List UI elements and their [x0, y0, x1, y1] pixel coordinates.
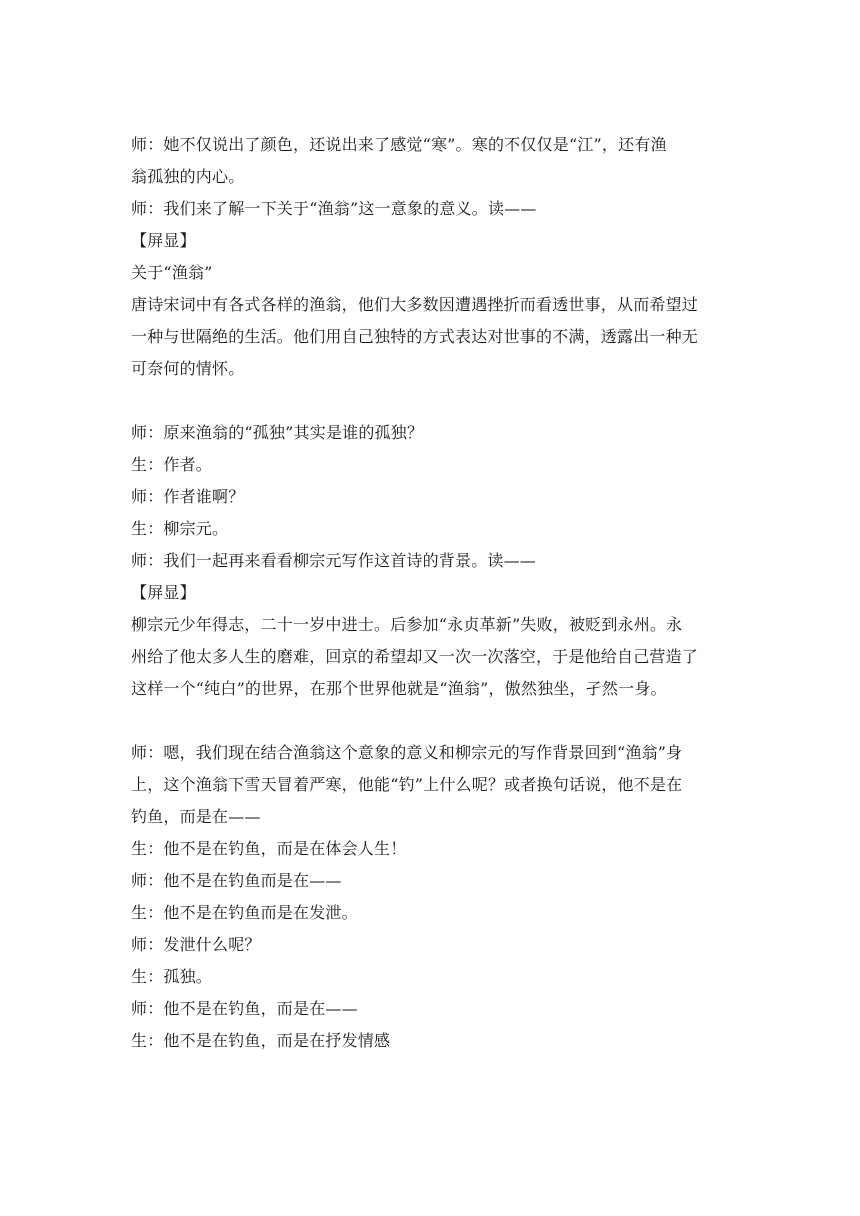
text-line: 生：他不是在钓鱼而是在发泄。: [131, 903, 358, 922]
text-line: 师：我们来了解一下关于“渔翁”这一意象的意义。读——: [131, 199, 537, 218]
text-line: 师：原来渔翁的“孤独”其实是谁的孤独？: [131, 423, 424, 442]
text-line: 【屏显】: [131, 583, 196, 602]
blank-line: [131, 705, 734, 737]
text-line: 钓鱼，而是在——: [131, 807, 261, 826]
text-line: 生：他不是在钓鱼，而是在抒发情感: [131, 1031, 391, 1050]
text-line: 师：作者谁啊？: [131, 487, 245, 506]
text-line: 生：作者。: [131, 455, 213, 474]
text-line: 生：孤独。: [131, 967, 213, 986]
text-line: 生：柳宗元。: [131, 519, 229, 538]
text-line: 【屏显】: [131, 231, 196, 250]
text-line: 生：他不是在钓鱼，而是在体会人生！: [131, 839, 407, 858]
blank-line: [131, 385, 734, 417]
text-line: 翁孤独的内心。: [131, 167, 245, 186]
text-line: 这样一个“纯白”的世界，在那个世界他就是“渔翁”，傲然独坐，孑然一身。: [131, 679, 667, 698]
text-line: 上，这个渔翁下雪天冒着严寒，他能“钓”上什么呢？或者换句话说，他不是在: [131, 775, 683, 794]
text-line: 师：她不仅说出了颜色，还说出来了感觉“寒”。寒的不仅仅是“江”，还有渔: [131, 135, 667, 154]
document-body: [131, 129, 734, 1057]
text-line: 柳宗元少年得志，二十一岁中进士。后参加“永贞革新”失败，被贬到永州。永: [131, 615, 683, 634]
text-line: 师：发泄什么呢？: [131, 935, 261, 954]
text-line: 关于“渔翁”: [131, 263, 213, 282]
text-line: 师：我们一起再来看看柳宗元写作这首诗的背景。读——: [131, 551, 537, 570]
text-line: 师：他不是在钓鱼，而是在——: [131, 999, 358, 1018]
text-line: 师：嗯，我们现在结合渔翁这个意象的意义和柳宗元的写作背景回到“渔翁”身: [131, 743, 683, 762]
text-line: 可奈何的情怀。: [131, 359, 245, 378]
text-line: 唐诗宋词中有各式各样的渔翁，他们大多数因遭遇挫折而看透世事，从而希望过: [131, 295, 699, 314]
text-line: 师：他不是在钓鱼而是在——: [131, 871, 342, 890]
text-line: 州给了他太多人生的磨难，回京的希望却又一次一次落空，于是他给自己营造了: [131, 647, 699, 666]
text-line: 一种与世隔绝的生活。他们用自己独特的方式表达对世事的不满，透露出一种无: [131, 327, 699, 346]
